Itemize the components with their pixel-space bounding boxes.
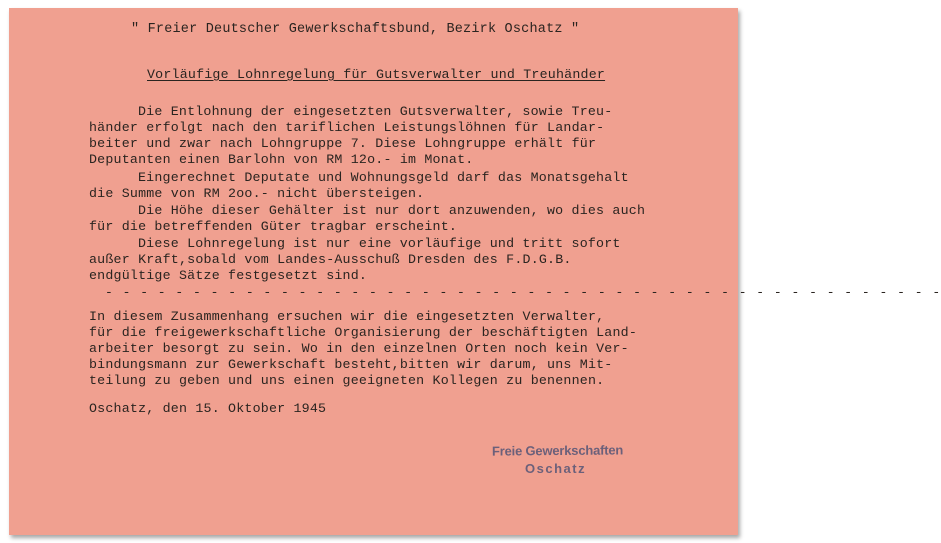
body-line-7: Die Höhe dieser Gehälter ist nur dort anzuwenden, wo dies auch (138, 203, 646, 218)
body-line-6: die Summe von RM 2oo.- nicht übersteigen. (89, 186, 425, 201)
stamp-line-1: Freie Gewerkschaften (491, 442, 624, 459)
body-line-14: arbeiter besorgt zu sein. Wo in den einzelnen Orten noch kein Ver- (89, 341, 629, 356)
body-line-13: für die freigewerkschaftliche Organisierung der beschäftigten Land- (89, 325, 638, 340)
body-line-8: für die betreffenden Güter tragbar erscheint. (89, 219, 458, 234)
body-line-5: Eingerechnet Deputate und Wohnungsgeld darf das Monatsgehalt (138, 170, 629, 185)
body-line-16: teilung zu geben und uns einen geeigneten Kollegen zu benennen. (89, 373, 605, 388)
section-divider: - - - - - - - - - - - - - - - - - - - - - - - - - - - - - - - - - - - - - - - - - - - - - - - - (105, 285, 941, 300)
body-line-12: In diesem Zusammenhang ersuchen wir die eingesetzten Verwalter, (89, 309, 605, 324)
body-line-2: händer erfolgt nach den tariflichen Leistungslöhnen für Landar- (89, 120, 605, 135)
body-line-1: Die Entlohnung der eingesetzten Gutsverwalter, sowie Treu- (138, 104, 613, 119)
letterhead: " Freier Deutscher Gewerkschaftsbund, Bezirk Oschatz " (131, 22, 580, 37)
body-line-10: außer Kraft,sobald vom Landes-Ausschuß Dresden des F.D.G.B. (89, 252, 572, 267)
stamp-line-2: Oschatz (525, 461, 587, 476)
document-title: Vorläufige Lohnregelung für Gutsverwalter und Treuhänder (147, 67, 606, 82)
body-line-9: Diese Lohnregelung ist nur eine vorläufige und tritt sofort (138, 236, 621, 251)
date-line: Oschatz, den 15. Oktober 1945 (89, 401, 327, 416)
body-line-11: endgültige Sätze festgesetzt sind. (89, 268, 368, 283)
body-line-15: bindungsmann zur Gewerkschaft besteht,bitten wir darum, uns Mit- (89, 357, 613, 372)
organization-stamp (492, 443, 623, 476)
body-line-3: beiter und zwar nach Lohngruppe 7. Diese Lohngruppe erhält für (89, 136, 597, 151)
body-line-4: Deputanten einen Barlohn von RM 12o.- im Monat. (89, 152, 474, 167)
